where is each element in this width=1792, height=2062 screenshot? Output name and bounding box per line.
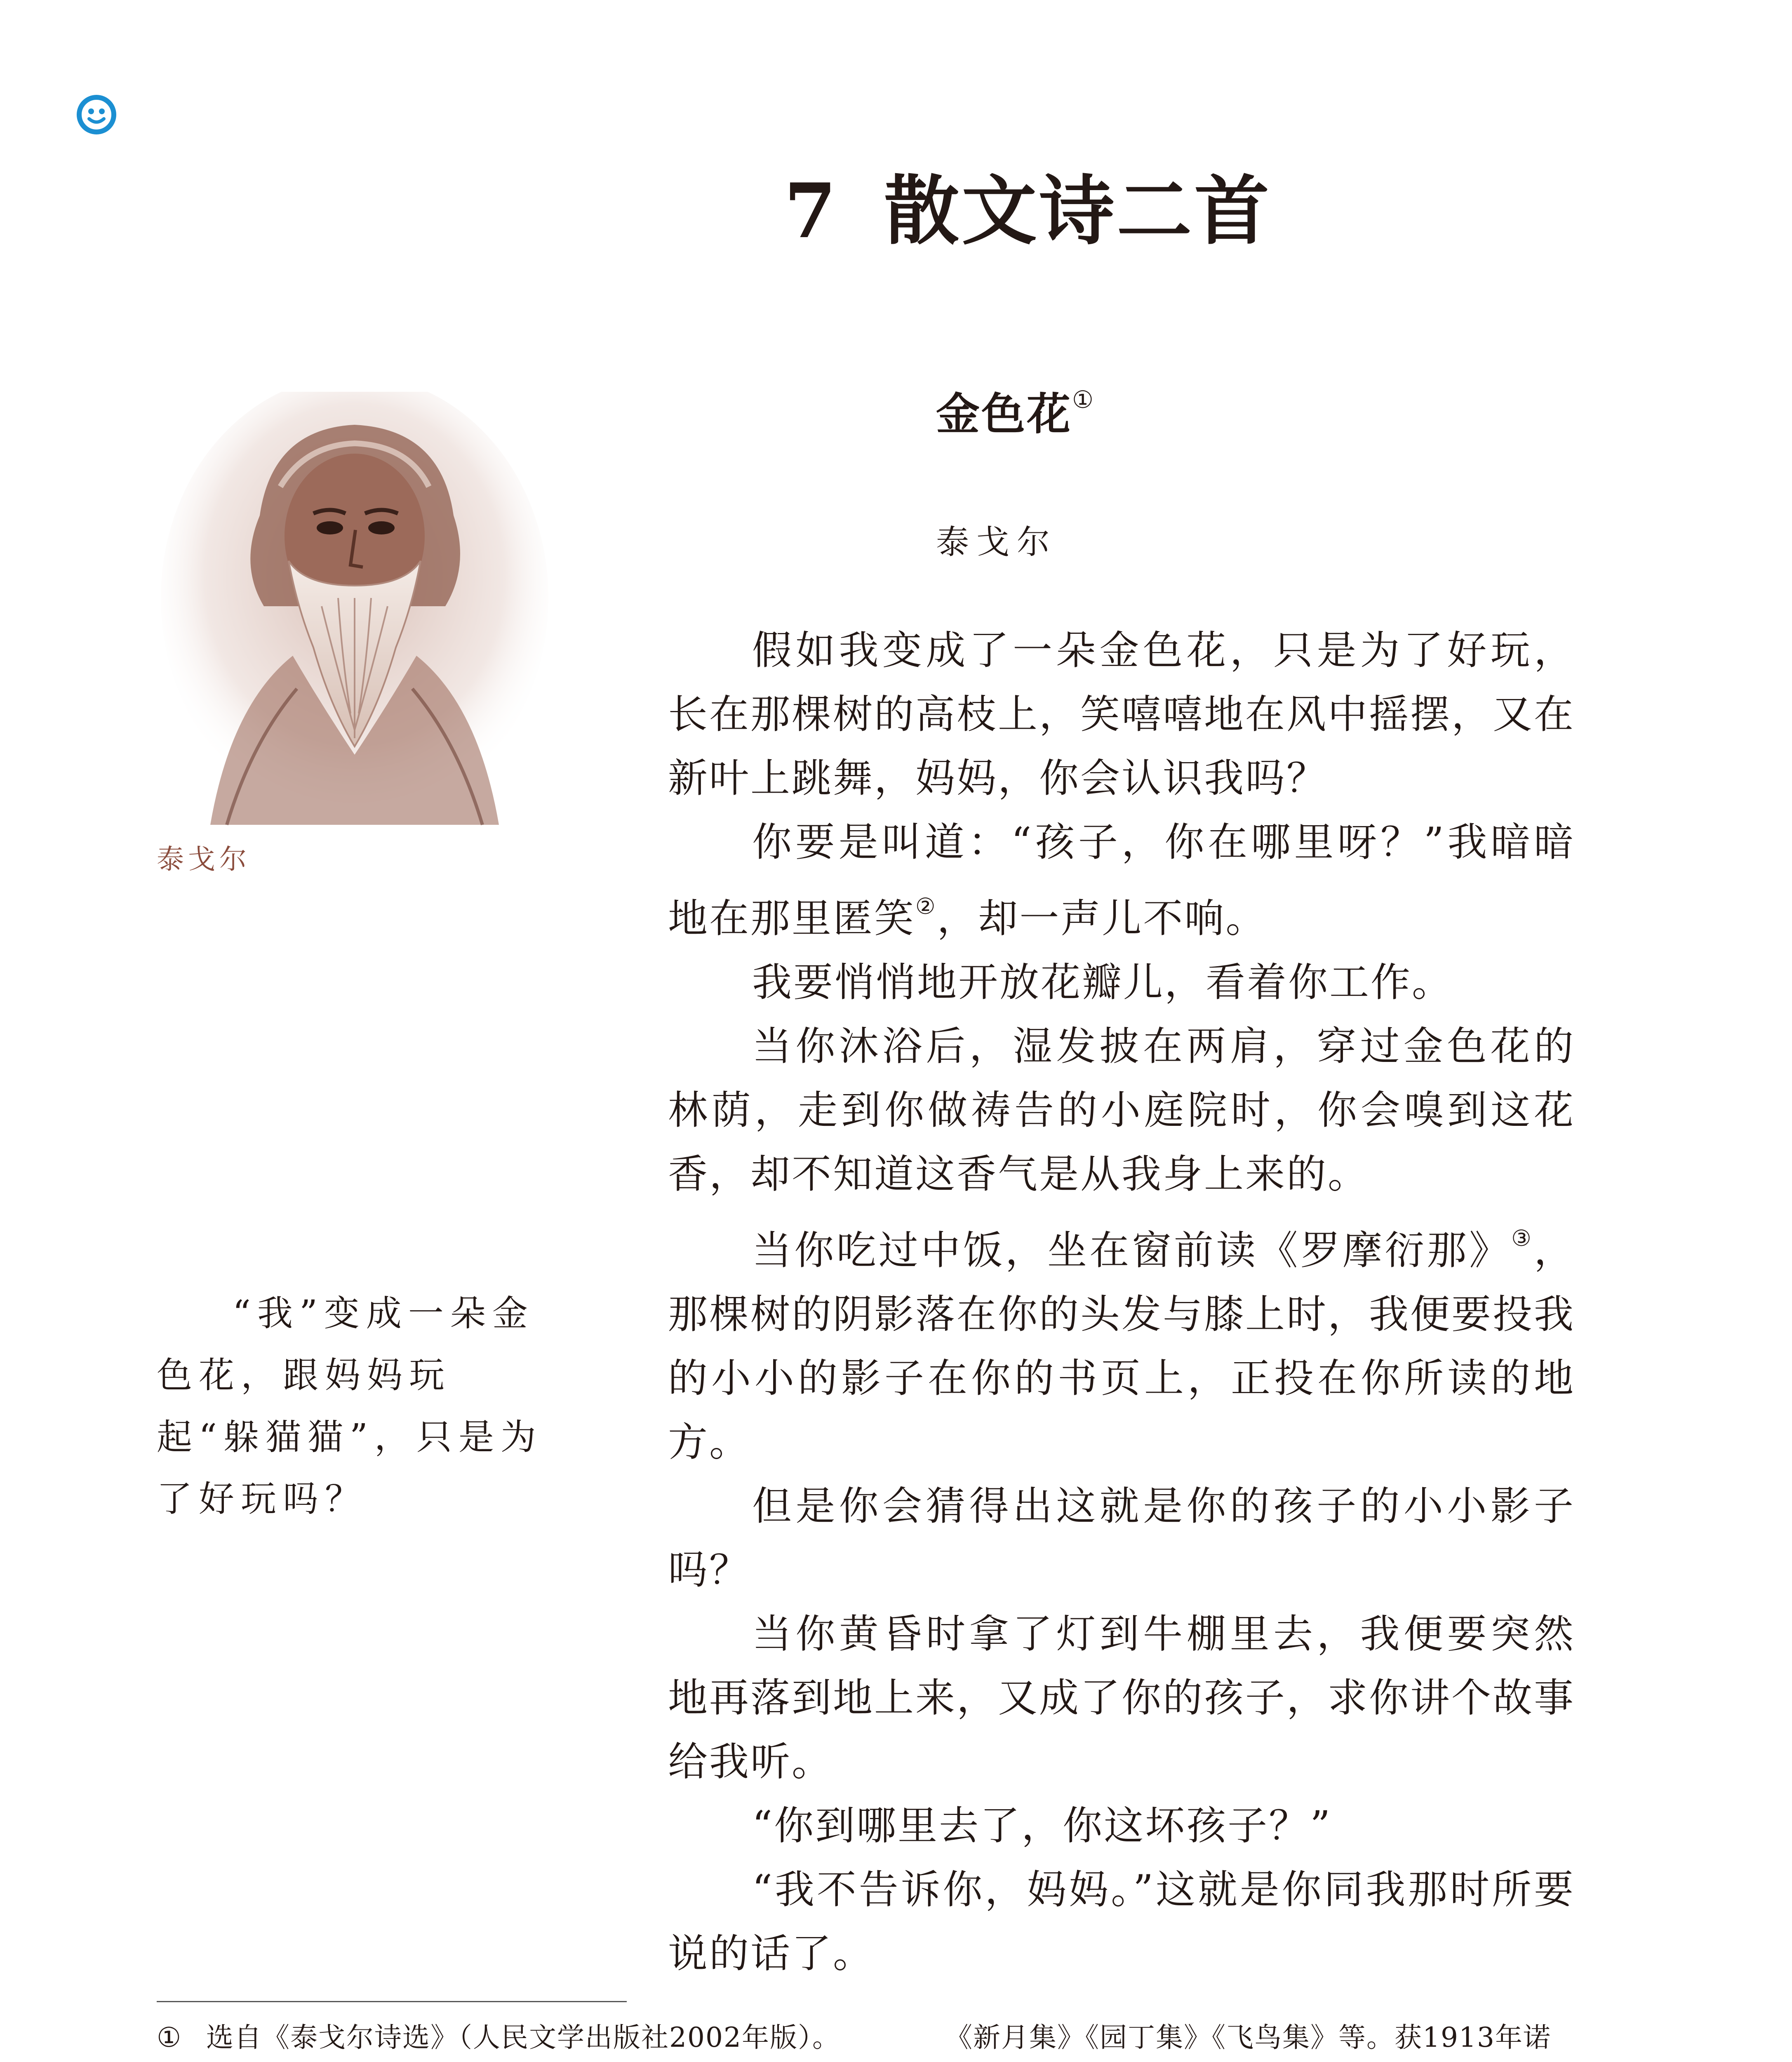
margin-note-text: “我”变成一朵金色花，跟妈妈玩起“躲猫猫”，只是为了好玩吗？ (157, 1293, 543, 1520)
poem-paragraph: 当你吃过中饭，坐在窗前读《罗摩衍那》③，那棵树的阴影落在你的头发与膝上时，我便要投我的小小的影子在你的书页上，正投在你所读的地方。 (668, 1225, 1576, 1465)
footnote-ref-2: ② (915, 893, 937, 919)
portrait-caption: 泰戈尔 (157, 843, 251, 875)
lesson-title-text: 散文诗二首 (884, 167, 1272, 255)
footnotes-left (157, 2015, 841, 2062)
poem-paragraph: “我不告诉你，妈妈。”这就是你同我那时所要说的话了。 (668, 1867, 1575, 1977)
poem-paragraph: 你要是叫道：“孩子，你在哪里呀？”我暗暗地在那里匿笑②，却一声儿不响。 (668, 819, 1575, 942)
lesson-title (0, 167, 1792, 255)
footnote-1-mark: ① (157, 2022, 182, 2053)
smiley-icon (76, 94, 117, 135)
tagore-portrait (157, 392, 553, 845)
poem-paragraph: 当你沐浴后，湿发披在两肩，穿过金色花的林荫，走到你做祷告的小庭院时，你会嗅到这花香，却不知道这香气是从我身上来的。 (668, 1023, 1575, 1197)
poem-paragraph: 当你黄昏时拿了灯到牛棚里去，我便要突然地再落到地上来，又成了你的孩子，求你讲个故事给我听。 (668, 1611, 1575, 1785)
poem-paragraph: 但是你会猜得出这就是你的孩子的小小影子吗？ (668, 1483, 1575, 1593)
poem-author: 泰戈尔 (936, 523, 1057, 561)
footnote-divider (157, 2001, 627, 2002)
footnote-ref-3: ③ (1511, 1225, 1534, 1251)
footnote-1-text: 选自《泰戈尔诗选》（人民文学出版社2002年版）。 (206, 2022, 840, 2053)
poem-paragraph: “你到哪里去了，你这坏孩子？” (752, 1803, 1332, 1849)
poem-paragraph: 我要悄悄地开放花瓣儿，看着你工作。 (752, 959, 1453, 1005)
lesson-number: 7 (784, 167, 839, 255)
poem-body (668, 619, 1575, 1986)
margin-note (157, 1283, 544, 1530)
footnotes-right (899, 2015, 1575, 2062)
footnote-1 (157, 2015, 841, 2062)
poem-title (936, 379, 1095, 442)
poem-title-text: 金色花 (936, 389, 1072, 440)
footnote-ref-1: ① (1072, 386, 1095, 414)
poem-paragraph: 假如我变成了一朵金色花，只是为了好玩，长在那棵树的高枝上，笑嘻嘻地在风中摇摆，又在新叶上跳舞，妈妈，你会认识我吗？ (668, 627, 1575, 801)
footnote-1-continued: 《新月集》《园丁集》《飞鸟集》等。获1913年诺 (945, 2022, 1551, 2053)
